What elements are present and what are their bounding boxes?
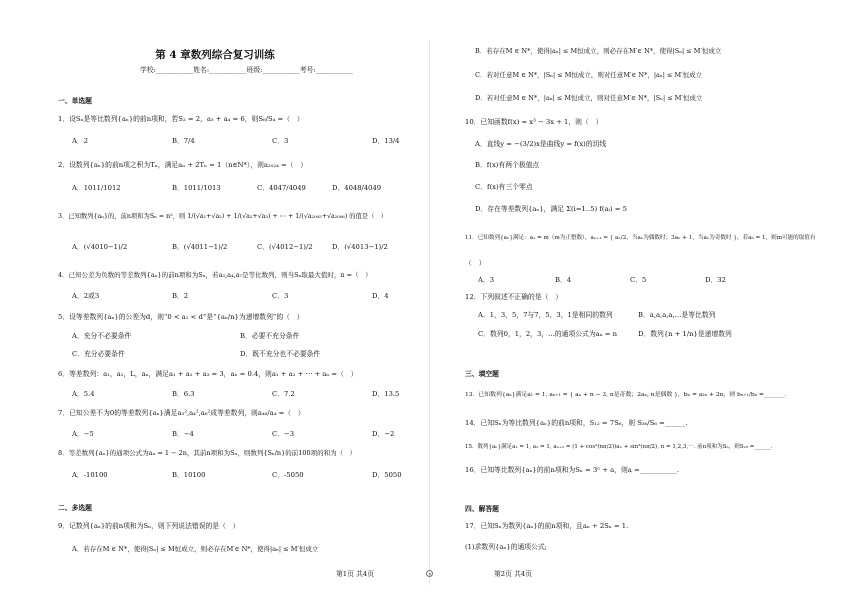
question-5: 5．设等差数列{aₙ}的公差为d，则“0 < a₁ < d”是“{aₙ/n}为递增数列”的（ ）	[58, 313, 304, 321]
q3-option-b: B．(√4011−1)/2	[172, 243, 228, 251]
q5-option-d: D．既不充分也不必要条件	[240, 350, 321, 358]
q10-option-a: A．直线y = −(3/2)x是曲线y = f(x)的切线	[475, 140, 607, 148]
q4-option-c: C．3	[272, 292, 289, 300]
q9-option-b: B．若存在M ∈ N*，使得|aₙ| ≤ M恒成立，则必存在M′∈ N*，使得|Sₙ| ≤ M′恒成立	[475, 47, 722, 55]
question-2: 2．设数列{aₙ}的前n项之积为Tₙ，满足aₙ + 2Tₙ = 1（n∈N*），则a₂₀₂₄ =（ ）	[58, 161, 308, 169]
q7-option-c: C．−3	[272, 430, 295, 438]
q11-option-a: A．3	[478, 276, 495, 284]
q12-option-c: C．数列0，1，2，3，…的通项公式为aₙ = n	[478, 330, 618, 338]
q7-option-b: B．−4	[172, 430, 194, 438]
q3-option-c: C．(√4012−1)/2	[257, 243, 313, 251]
q12-option-a: A．1，3，5，7与7，5，3，1是相同的数列	[478, 311, 613, 319]
q11-option-d: D．32	[705, 276, 726, 284]
page-number-right: 第2页 共4页	[494, 570, 532, 578]
q9-option-a: A．若存在M ∈ N*，使得|Sₙ| ≤ M恒成立，则必存在M′∈ N*，使得|aₙ| ≤ M′恒成立	[72, 545, 319, 553]
q7-option-d: D．−2	[372, 430, 395, 438]
page-title: 第 4 章数列综合复习训练	[155, 49, 275, 61]
question-1: 1．设Sₙ是等比数列{aₙ}的前n项和，若S₂ = 2，a₃ + a₄ = 6，则S₆/S₄ =（ ）	[58, 115, 304, 123]
q6-option-d: D．13.5	[372, 390, 400, 398]
question-13: 13．已知数列{aₙ}满足a₁ = 1, aₙ₊₁ = { aₙ + n − 3, n是奇数；2aₙ, n是偶数 }，bₙ = a₂ₙ + 2n，则 bₙ₊₁/bₙ =_______.	[465, 392, 787, 398]
q2-option-d: D．4048/4049	[332, 184, 382, 192]
q12-option-d: D．数列{n + 1/n}是递增数列	[638, 330, 732, 338]
q5-option-c: C．充分必要条件	[72, 350, 125, 358]
question-12: 12．下列叙述不正确的是（ ）	[465, 293, 563, 301]
q9-option-d: D．若对任意M ∈ N*，|aₙ| ≤ M恒成立，则对任意M′∈ N*，|Sₙ| ≤ M′恒成立	[475, 94, 703, 102]
q1-option-a: A．2	[72, 137, 89, 145]
q10-option-d: D．存在等差数列{aₙ}，满足 Σ(i=1..5) f(aᵢ) = 5	[475, 205, 627, 213]
section-single-choice: 一、单选题	[58, 97, 92, 105]
right-page	[430, 0, 860, 608]
question-17-part-1: (1)求数列{aₙ}的通项公式;	[465, 543, 547, 551]
section-solve: 四、解答题	[465, 505, 499, 513]
q2-option-b: B．1011/1013	[172, 184, 221, 192]
page-number-left: 第1页 共4页	[336, 570, 374, 578]
q1-option-b: B．7/4	[172, 137, 195, 145]
section-fill-blank: 三、填空题	[465, 370, 499, 378]
question-17: 17．已知Sₙ为数列{aₙ}的前n项和，且aₙ + 2Sₙ = 1.	[465, 522, 629, 530]
question-11: 11．已知数列{aₙ}满足：a₁ = m（m为正整数），aₙ₊₁ = { aₙ/2，当aₙ为偶数时；3aₙ + 1，当aₙ为奇数时 }，若a₆ = 1，则m可能的取值有	[465, 235, 816, 241]
question-3: 3．已知数列{aₙ}的，前n项和为Sₙ = n²，则 1/(√a₁+√a₂) + 1/(√a₂+√a₃) + ⋯ + 1/(√a₂₀₀₅+√a₂₀₀₆) 的值是（ ）	[58, 213, 388, 220]
q8-option-a: A．-10100	[72, 471, 108, 479]
question-10: 10．已知函数f(x) = x³ − 3x + 1，则（ ）	[465, 118, 603, 126]
question-14: 14．已知Sₙ为等比数列{aₙ}的前n项和，S₁₂ = 7S₆，则 S₃₆/S₆ =______.	[465, 419, 688, 427]
q6-option-a: A．5.4	[72, 390, 95, 398]
q4-option-d: D．4	[372, 292, 389, 300]
q3-option-a: A．(√4010−1)/2	[72, 243, 128, 251]
question-9: 9．记数列{aₙ}的前n项和为Sₙ，则下列说法错误的是（ ）	[58, 522, 240, 530]
q6-option-c: C．7.2	[272, 390, 295, 398]
question-8: 8．等差数列{aₙ}的通项公式为aₙ = 1 − 2n，其前n项和为Sₙ，则数列{Sₙ/n}的前100项的和为（ ）	[58, 449, 357, 457]
q11-option-c: C．5	[630, 276, 647, 284]
q10-option-c: C．f(x)有三个零点	[475, 183, 533, 191]
q8-option-d: D．5050	[372, 471, 402, 479]
q7-option-a: A．−5	[72, 430, 94, 438]
question-4: 4．已知公差为负数的等差数列{aₙ}的前n项和为Sₙ，若a₃,a₄,a₇是等比数列，则当Sₙ取最大值时，n =（ ）	[58, 271, 372, 279]
q6-option-b: B．6.3	[172, 390, 195, 398]
q5-option-a: A．充分不必要条件	[72, 332, 132, 340]
question-7: 7．已知公差不为0的等差数列{aₙ}满足a₃²,a₄²,a₆²成等差数列，则a₄₆/a₄ =（ ）	[58, 409, 305, 417]
question-6: 6．等差数列：a₁，a₂，L，aₙ，满足a₁ + a₂ + a₃ = 3，aₙ = 0.4，则a₁ + a₂ + ⋯ + aₙ =（ ）	[58, 370, 358, 378]
q2-option-a: A．1011/1012	[72, 184, 121, 192]
q1-option-d: D．13/4	[372, 137, 400, 145]
question-11-paren: （ ）	[465, 259, 486, 267]
q8-option-b: B．10100	[172, 471, 206, 479]
q9-option-c: C．若对任意M ∈ N*，|Sₙ| ≤ M恒成立，则对任意M′∈ N*，|aₙ| ≤ M′恒成立	[475, 71, 703, 79]
q4-option-a: A．2或3	[72, 292, 100, 300]
section-multi-choice: 二、多选题	[58, 504, 92, 512]
q5-option-b: B．必要不充分条件	[240, 332, 300, 340]
q8-option-c: C．-5050	[272, 471, 304, 479]
question-15: 15．数列{aₙ}满足a₁ = 1, a₂ = 1, aₙ₊₂ = (1 + cos²(nπ/2))aₙ + sin²(nπ/2), n = 1,2,3,⋯. 前n项和为Sₙ，则S₂₀ =______.	[465, 444, 773, 450]
student-info-line: 学校:___________姓名:___________班级:___________考号:___________	[140, 66, 354, 74]
q12-option-b: B．a,a,a,a,…是等比数列	[638, 311, 716, 319]
q2-option-c: C．4047/4049	[257, 184, 306, 192]
q11-option-b: B．4	[555, 276, 572, 284]
q1-option-c: C．3	[272, 137, 289, 145]
question-16: 16．已知等比数列{aₙ}的前n项和为Sₙ = 3ⁿ + a，则a =___________.	[465, 466, 680, 474]
q4-option-b: B．2	[172, 292, 189, 300]
q3-option-d: D．(√4013−1)/2	[332, 243, 388, 251]
q10-option-b: B．f(x)有两个极值点	[475, 161, 540, 169]
